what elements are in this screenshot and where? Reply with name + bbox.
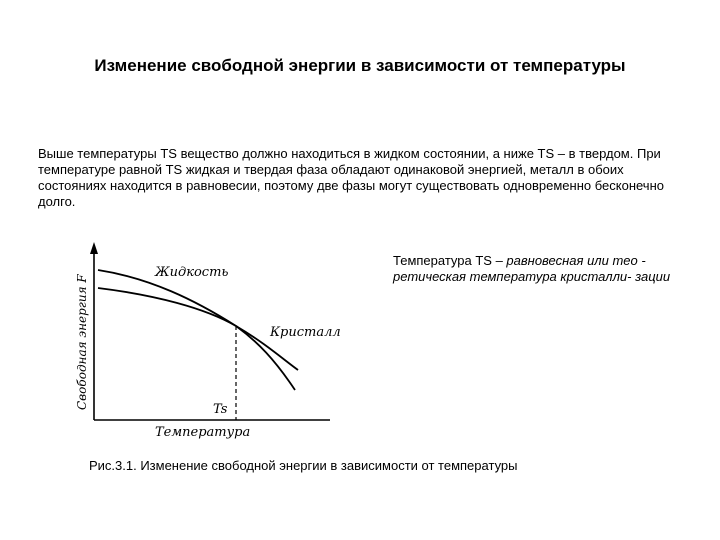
crystal-curve-label: Кристалл xyxy=(270,325,341,340)
liquid-curve-label: Жидкость xyxy=(155,265,229,280)
intro-paragraph: Выше температуры TS вещество должно находиться в жидком состоянии, а ниже TS – в твердом. При температуре равной TS жидкая и твердая фаза обладают одинаковой энергией, металл в обоих состояниях находится в равновесии, поэтому две фазы могут существовать одновременно бесконечно долго. xyxy=(38,146,664,209)
figure-caption: Рис.3.1. Изменение свободной энергии в зависимости от температуры xyxy=(89,458,518,473)
ts-note xyxy=(393,253,683,285)
ts-note-prefix: Температура TS – xyxy=(393,253,507,268)
page-title: Изменение свободной энергии в зависимости от температуры xyxy=(94,56,626,75)
free-energy-diagram xyxy=(60,230,380,445)
ts-note-definition: равновесная или тео - ретическая температура кристалли- зации xyxy=(393,253,671,284)
crystal-curve xyxy=(98,270,295,390)
y-axis-arrow xyxy=(90,242,98,254)
y-axis-label: Свободная энергия F xyxy=(75,274,89,410)
ts-label: Ts xyxy=(213,402,228,417)
x-axis-label: Температура xyxy=(155,425,251,440)
liquid-curve xyxy=(98,288,298,370)
